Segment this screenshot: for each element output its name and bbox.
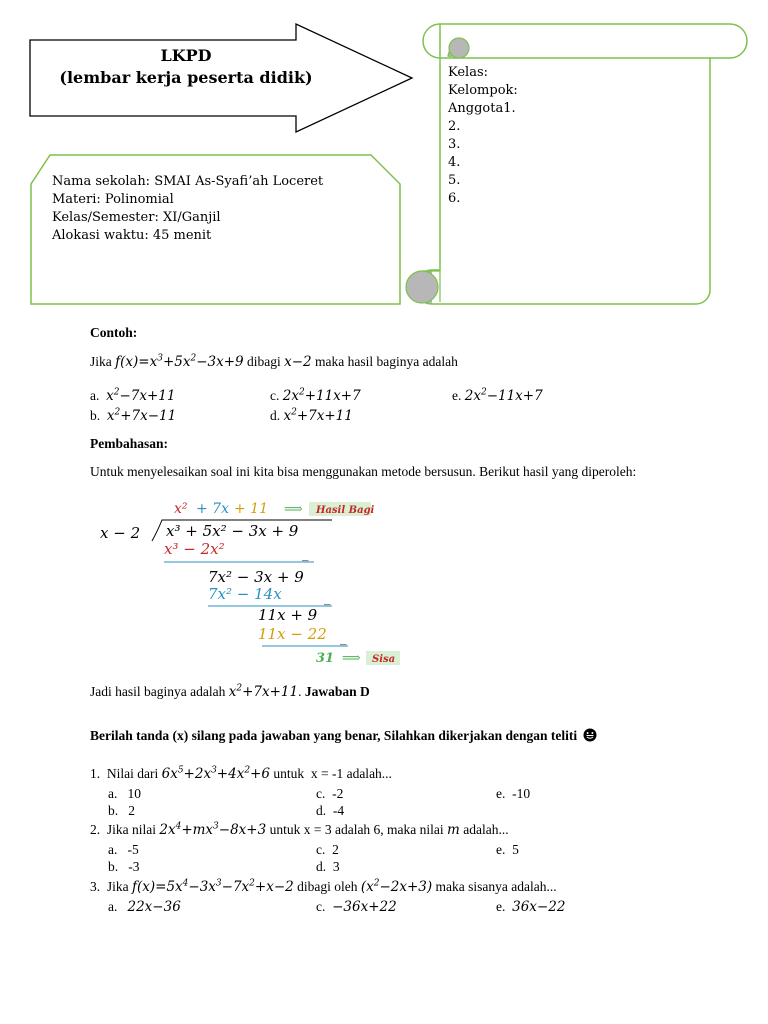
question-3-prefix: Jika (106, 879, 129, 894)
question-2-prefix: Jika nilai (106, 822, 156, 837)
remainder-label: Sisa (372, 654, 396, 665)
svg-text:x³ − 2x²: x³ − 2x² (164, 540, 225, 558)
member-2: 2. (448, 119, 461, 134)
question-3 (90, 878, 557, 896)
instruction-text: Berilah tanda (x) silang pada jawaban yang benar, Silahkan dikerjakan dengan teliti (90, 728, 578, 743)
question-3-divisor: $(x^2-2x+3)$ (360, 878, 433, 895)
example-question-suffix: maka hasil baginya adalah (315, 354, 458, 369)
svg-text:11x + 9: 11x + 9 (258, 606, 318, 624)
example-polynomial: $f(x)=x^3+5x^2-3x+9$ (115, 353, 244, 370)
question-1-mid: untuk (273, 766, 305, 781)
svg-text:7x² − 14x: 7x² − 14x (208, 585, 282, 603)
question-3-polynomial: $f(x)=5x^4-3x^3-7x^2+x-2$ (132, 878, 294, 895)
class-field: Kelas: (448, 65, 489, 80)
question-1-polynomial: $6x^5+2x^3+4x^2+6$ (161, 765, 270, 782)
svg-text:⟹: ⟹ (284, 502, 303, 517)
page-title: LKPD (160, 46, 212, 65)
member-4: 4. (448, 155, 461, 170)
q3-option-e[interactable]: e. 36x−22 (496, 899, 566, 915)
member-6: 6. (448, 191, 461, 206)
question-3-mid: dibagi oleh (297, 879, 358, 894)
discussion-conclusion: Jadi hasil baginya adalah $x^2+7x+11$. Jawaban D (90, 683, 370, 700)
smiley-icon (583, 728, 597, 742)
instruction (90, 728, 597, 744)
question-2-polynomial: $2x^4+mx^3-8x+3$ (159, 821, 267, 838)
example-option-d: d. $x^2+7x+11$ (270, 407, 353, 424)
question-2-condition: x = 3 adalah 6, maka nilai (303, 822, 444, 837)
question-1-number: 1. (90, 766, 101, 781)
example-option-b: b. $x^2+7x-11$ (90, 407, 177, 424)
member-1: Anggota1. (448, 101, 516, 116)
member-5: 5. (448, 173, 461, 188)
svg-text:_: _ (324, 591, 331, 606)
q1-option-e[interactable]: e. -10 (496, 786, 531, 801)
svg-text:⟹: ⟹ (342, 651, 361, 666)
school-name: Nama sekolah: SMAI As-Syafi’ah Loceret (52, 174, 324, 189)
conclusion-expression: $x^2+7x+11$ (228, 683, 299, 700)
question-3-number: 3. (90, 879, 101, 894)
discussion-text: Untuk menyelesaikan soal ini kita bisa menggunakan metode bersusun. Berikut hasil yang diperoleh: (90, 464, 637, 479)
question-1-condition: x = -1 adalah... (310, 766, 392, 781)
conclusion-prefix: Jadi hasil baginya adalah (90, 684, 226, 699)
question-2-number: 2. (90, 822, 101, 837)
question-2-variable: m (447, 822, 460, 838)
example-heading: Contoh: (90, 325, 138, 340)
q1-option-a[interactable]: a. 10 (108, 786, 141, 801)
svg-text:11x − 22: 11x − 22 (258, 625, 327, 643)
example-divisor: x−2 (284, 354, 312, 370)
svg-text:x²: x² (174, 501, 188, 517)
class-semester: Kelas/Semester: XI/Ganjil (52, 210, 221, 225)
long-division-figure (96, 496, 406, 668)
question-2-suffix: adalah... (463, 822, 509, 837)
member-3: 3. (448, 137, 461, 152)
example-question (90, 354, 458, 370)
example-option-c: c. $2x^2+11x+7$ (270, 387, 361, 404)
svg-text:_: _ (340, 631, 347, 646)
q3-option-c[interactable]: c. −36x+22 (316, 899, 397, 915)
subject: Materi: Polinomial (52, 192, 174, 207)
svg-text:+ 11: + 11 (234, 501, 268, 517)
question-2 (90, 821, 509, 839)
question-3-suffix: maka sisanya adalah... (435, 879, 557, 894)
example-question-prefix: Jika (90, 354, 112, 369)
time-allocation: Alokasi waktu: 45 menit (52, 228, 212, 243)
question-2-mid: untuk (269, 822, 301, 837)
q2-option-e[interactable]: e. 5 (496, 842, 519, 857)
school-info (52, 173, 323, 245)
q1-option-b[interactable]: b. 2 (108, 803, 135, 818)
example-option-e: e. $2x^2-11x+7$ (452, 387, 543, 404)
question-1-prefix: Nilai dari (106, 766, 159, 781)
remainder-value: 31 (316, 651, 335, 666)
group-info (448, 64, 518, 208)
example-option-a: a. $x^2-7x+11$ (90, 387, 176, 404)
q2-option-c[interactable]: c. 2 (316, 842, 339, 857)
svg-text:+ 7x: + 7x (196, 501, 229, 517)
svg-text:7x² − 3x + 9: 7x² − 3x + 9 (208, 568, 304, 586)
answer-label: Jawaban D (304, 684, 370, 699)
quotient-label: Hasil Bagi (316, 505, 375, 516)
q1-option-c[interactable]: c. -2 (316, 786, 344, 801)
q2-option-b[interactable]: b. -3 (108, 859, 140, 874)
discussion-heading: Pembahasan: (90, 436, 169, 451)
q2-option-a[interactable]: a. -5 (108, 842, 139, 857)
svg-text:_: _ (302, 547, 309, 562)
q3-option-a[interactable]: a. 22x−36 (108, 899, 181, 915)
example-question-mid: dibagi (246, 354, 281, 369)
q1-option-d[interactable]: d. -4 (316, 803, 345, 818)
question-1 (90, 765, 392, 783)
group-field: Kelompok: (448, 83, 518, 98)
svg-text:x − 2: x − 2 (100, 524, 141, 542)
svg-text:x³ + 5x² − 3x + 9: x³ + 5x² − 3x + 9 (166, 522, 299, 540)
page-subtitle: (lembar kerja peserta didik) (59, 68, 313, 87)
q2-option-d[interactable]: d. 3 (316, 859, 340, 874)
